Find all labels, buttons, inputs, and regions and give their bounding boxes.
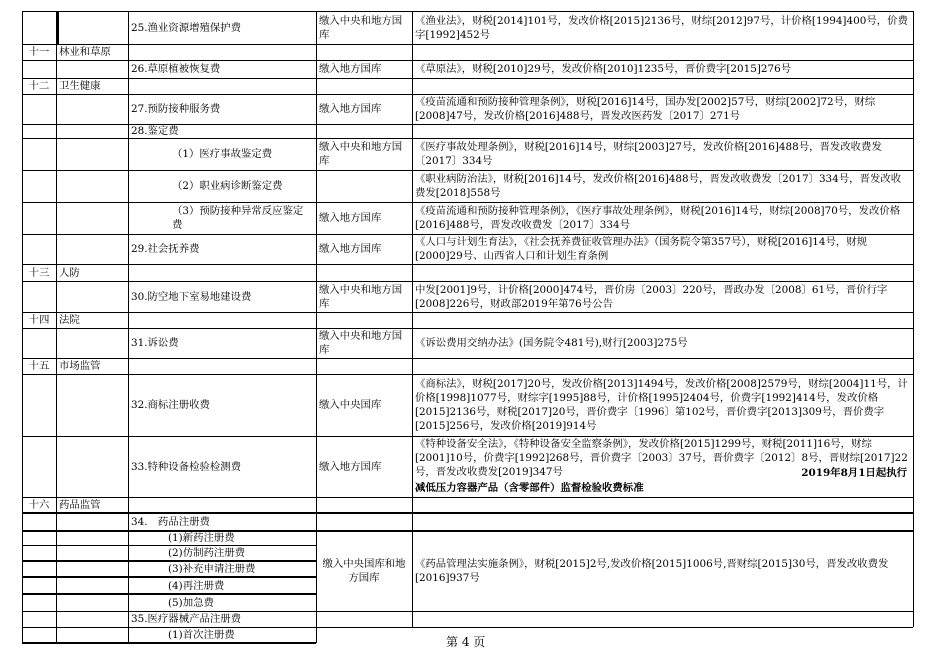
section-number: 十五 [28, 360, 50, 372]
legal-basis: 《草原法》，财税[2010]29号，发改价格[2010]1235号，晋价费字[2015]276号 [415, 63, 792, 75]
legal-basis: 《特种设备安全法》，《特种设备安全监察条例》，发改价格[2015]1299号，财税[2011]16号，财综[2001]10号，价费字[1992]268号，晋价费字〔2003〕37号，晋价费字〔2012〕8号，晋财综[2017]22号，晋发改收费发[2019]347号 [415, 438, 908, 478]
payment-destination: 缴入中央和地方国库 [319, 141, 403, 167]
legal-basis: 《渔业法》，财税[2014]101号，发改价格[2015]2136号，财综[2012]97号，计价格[1994]400号，价费字[1992]452号 [415, 14, 908, 41]
payment-destination: 缴入地方国库 [319, 103, 382, 115]
legal-basis: 《商标法》，财税[2017]20号，发改价格[2013]1494号，发改价格[2008]2579号，财综[2004]11号，计价格[1998]1077号，财综字[1995]88号，计价格[1995]2404号，价费字[1992]414号，发改价格[2015]2136号，财税[2017]20号，晋价费字〔1996〕第102号，晋价费字[2013]309号，晋价费字[2015]256号，发改价格[2019]914号 [415, 378, 908, 432]
grid-hline [22, 642, 316, 644]
payment-destination: 缴入地方国库 [319, 460, 382, 473]
section-number: 十一 [28, 46, 50, 58]
legal-basis: 《诉讼费用交纳办法》(国务院令481号),财行[2003]275号 [415, 337, 688, 349]
fee-item-name: (5)加急费 [168, 596, 214, 609]
section-category: 卫生健康 [59, 80, 101, 92]
effective-date-note: 2019年8月1日起执行 [801, 467, 907, 479]
grid-hline [22, 627, 913, 628]
legal-basis: 中发[2001]9号，计价格[2000]474号，晋价房〔2003〕220号，晋政办发〔2008〕61号，晋价行字[2008]226号，财政部2019年第76号公告 [415, 283, 888, 310]
grid-hline [22, 44, 913, 45]
fee-item-name: 30.防空地下室易地建设费 [131, 290, 252, 303]
grid-vline [57, 11, 59, 44]
grid-hline [22, 94, 913, 95]
payment-destination: 缴入地方国库 [319, 243, 382, 255]
fee-item-name: (2)仿制药注册费 [168, 547, 246, 559]
grid-vline [316, 11, 317, 643]
grid-vline [56, 11, 57, 643]
section-category: 人防 [59, 266, 80, 279]
fee-item-name: (4)再注册费 [168, 579, 225, 592]
fee-item-name: 34. 药品注册费 [131, 516, 210, 528]
grid-hline [22, 593, 316, 595]
legal-basis: 《疫苗流通和预防接种管理条例》，财税[2016]14号，国办发[2002]57号，财综[2002]72号，财综[2008]47号，发改价格[2016]488号，晋发改医药发〔2017〕271号 [415, 96, 876, 122]
grid-hline [22, 264, 913, 265]
fee-item-name: （3）预防接种异常反应鉴定费 [172, 205, 304, 231]
legal-basis: 《疫苗流通和预防接种管理条例》，《医疗事故处理条例》，财税[2016]14号，财综[2008]70号，发改价格[2016]488号，晋发改收费发〔2017〕334号 [415, 205, 901, 231]
fee-item-name: 32.商标注册收费 [131, 399, 210, 411]
legal-basis: 《职业病防治法》，财税[2016]14号，发改价格[2016]488号，晋发改收费发〔2017〕334号，晋发改收费发[2018]558号 [415, 173, 902, 199]
page-number: 第 4 页 [446, 635, 486, 649]
fee-item-name: 29.社会抚养费 [131, 243, 200, 255]
payment-destination: 缴入中央和地方国库 [319, 14, 403, 41]
fee-item-name: 28.鉴定费 [131, 125, 179, 137]
section-category: 林业和草原 [59, 46, 111, 58]
payment-destination: 缴入地方国库 [319, 212, 382, 224]
grid-hline [316, 530, 913, 532]
fee-item-name: 35.医疗器械产品注册费 [131, 613, 242, 625]
grid-hline [22, 436, 913, 437]
section-number: 十三 [28, 266, 50, 279]
section-category: 法院 [59, 314, 80, 326]
grid-hline [22, 124, 913, 125]
fee-item-name: (1)首次注册费 [168, 629, 235, 641]
grid-hline [22, 374, 913, 375]
grid-hline [22, 11, 913, 12]
grid-hline [22, 358, 913, 359]
grid-hline [22, 281, 913, 282]
grid-hline [22, 234, 913, 235]
grid-hline [22, 202, 913, 203]
grid-hline [22, 170, 913, 171]
fee-item-name: 31.诉讼费 [131, 337, 179, 349]
grid-vline [22, 11, 23, 643]
grid-vline [913, 11, 914, 627]
fee-item-name: （1）医疗事故鉴定费 [172, 148, 273, 160]
fee-item-name: 33.特种设备检验检测费 [131, 460, 242, 473]
grid-hline [22, 611, 913, 612]
grid-hline [22, 60, 913, 61]
section-number: 十六 [28, 499, 50, 511]
grid-hline [22, 512, 913, 514]
grid-vline [412, 11, 413, 627]
grid-hline [22, 560, 316, 562]
grid-hline [22, 138, 913, 139]
fee-item-name: 25.渔业资源增殖保护费 [131, 21, 242, 34]
drug-payment-destination: 缴入中央国库和地方国库 [322, 558, 406, 584]
legal-basis: 《人口与计划生育法》，《社会抚养费征收管理办法》（国务院令第357号），财税[2016]14号，财规[2000]29号、山西省人口和计划生育条例 [415, 236, 868, 262]
grid-hline [22, 78, 913, 79]
fee-item-name: (3)补充申请注册费 [168, 563, 256, 575]
section-number: 十四 [28, 314, 50, 326]
grid-hline [22, 312, 913, 313]
grid-hline [22, 497, 913, 498]
fee-item-name: 26.草原植被恢复费 [131, 63, 221, 75]
grid-hline [22, 545, 316, 546]
fee-item-name: (1)新药注册费 [168, 532, 235, 544]
legal-basis: 《医疗事故处理条例》，财税[2016]14号，财综[2003]27号，发改价格[2016]488号，晋发改收费发〔2017〕334号 [415, 141, 882, 167]
payment-destination: 缴入地方国库 [319, 63, 382, 75]
fee-item-name: （2）职业病诊断鉴定费 [172, 180, 283, 192]
payment-destination: 缴入中央和地方国库 [319, 330, 403, 356]
fee-item-name: 27.预防接种服务费 [131, 103, 221, 115]
section-number: 十二 [28, 80, 50, 92]
section-category: 市场监管 [59, 360, 101, 372]
section-category: 药品监管 [59, 499, 101, 511]
pressure-vessel-note: 减低压力容器产品（含零部件）监督检验收费标准 [415, 482, 644, 494]
payment-destination: 缴入中央国库 [319, 399, 382, 411]
grid-vline [128, 11, 129, 643]
grid-hline [22, 328, 913, 329]
grid-hline [22, 576, 316, 578]
payment-destination: 缴入中央和地方国库 [319, 283, 403, 310]
drug-legal-basis: 《药品管理法实施条例》，财税[2015]2号,发改价格[2015]1006号,晋财综[2015]30号，晋发改收费发[2016]937号 [415, 558, 889, 584]
